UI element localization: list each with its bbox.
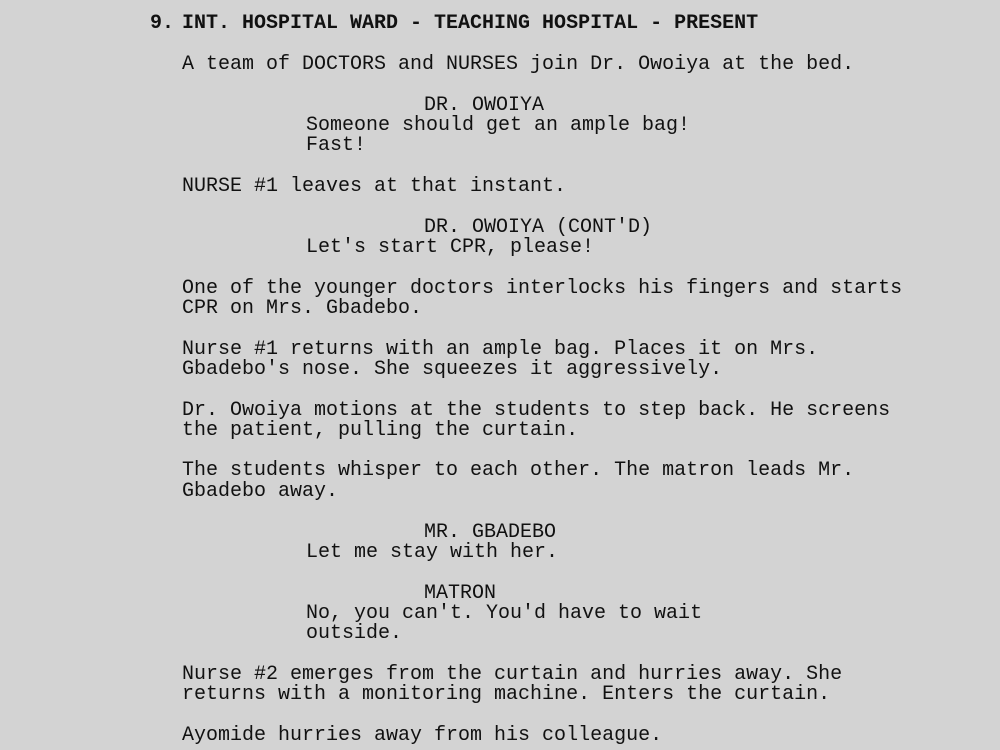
action-line: Nurse #1 returns with an ample bag. Places it on Mrs.: [182, 338, 819, 361]
action-line: NURSE #1 leaves at that instant.: [182, 175, 567, 198]
action-line: A team of DOCTORS and NURSES join Dr. Owoiya at the bed.: [182, 53, 855, 76]
dialogue-line: Let's start CPR, please!: [306, 236, 595, 259]
character-name: MR. GBADEBO: [424, 521, 557, 544]
character-name: DR. OWOIYA: [424, 94, 545, 117]
action-line: Nurse #2 emerges from the curtain and hurries away. She: [182, 663, 843, 686]
scene-heading: INT. HOSPITAL WARD - TEACHING HOSPITAL - PRESENT: [182, 12, 759, 35]
action-line: Gbadebo away.: [182, 480, 339, 503]
action-line: CPR on Mrs. Gbadebo.: [182, 297, 423, 320]
action-line: One of the younger doctors interlocks his fingers and starts: [182, 277, 903, 300]
scene-number: 9.: [150, 12, 175, 35]
action-line: The students whisper to each other. The matron leads Mr.: [182, 459, 855, 482]
action-line: Ayomide hurries away from his colleague.: [182, 724, 663, 747]
dialogue-line: No, you can't. You'd have to wait: [306, 602, 703, 625]
action-line: returns with a monitoring machine. Enters the curtain.: [182, 683, 831, 706]
dialogue-line: Someone should get an ample bag!: [306, 114, 691, 137]
dialogue-line: Let me stay with her.: [306, 541, 559, 564]
dialogue-line: Fast!: [306, 134, 367, 157]
action-line: the patient, pulling the curtain.: [182, 419, 579, 442]
dialogue-line: outside.: [306, 622, 403, 645]
action-line: Gbadebo's nose. She squeezes it aggressively.: [182, 358, 723, 381]
action-line: Dr. Owoiya motions at the students to step back. He screens: [182, 399, 891, 422]
character-name: MATRON: [424, 582, 497, 605]
character-name: DR. OWOIYA (CONT'D): [424, 216, 653, 239]
